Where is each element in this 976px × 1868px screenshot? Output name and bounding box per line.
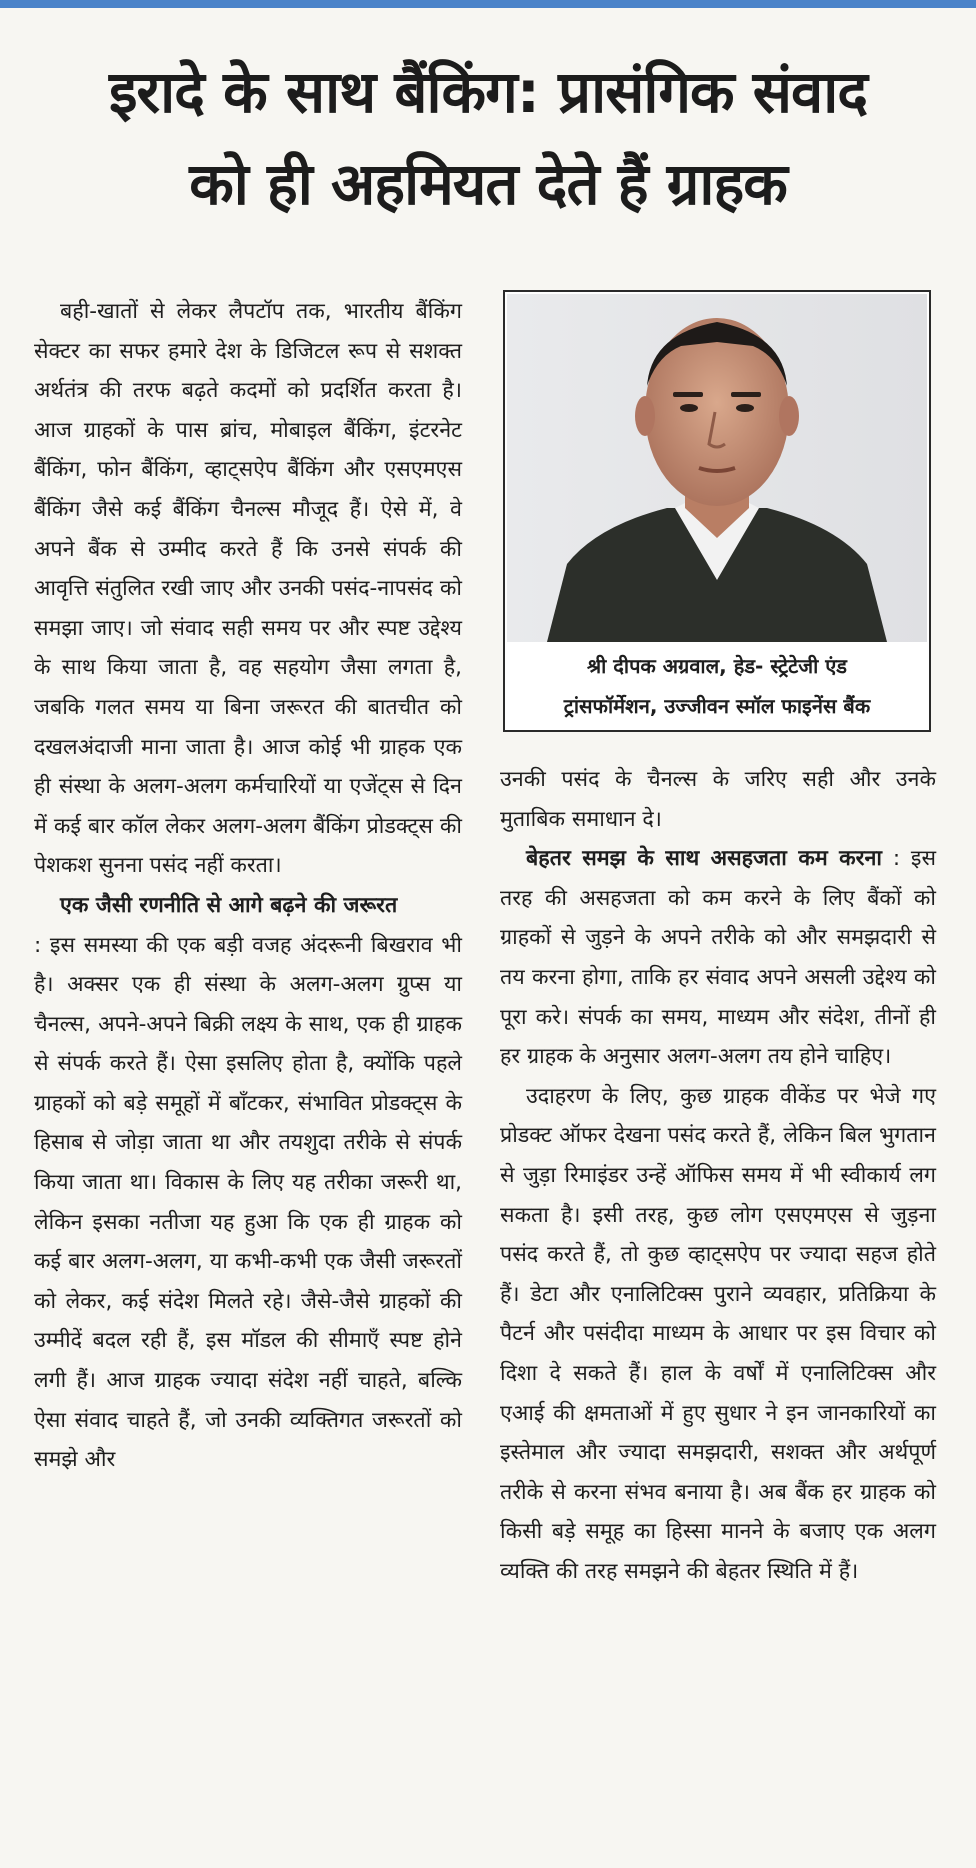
subhead-reduce-discomfort: बेहतर समझ के साथ असहजता कम करना (526, 846, 882, 872)
headline (20, 46, 956, 230)
right-paragraph-1: उनकी पसंद के चैनल्स के जरिए सही और उनके मुताबिक समाधान दे। (500, 767, 936, 832)
right-ear (779, 396, 799, 436)
left-ear (635, 396, 655, 436)
subhead-need-for-uniform-strategy: एक जैसी रणनीति से आगे बढ़ने की जरूरत (60, 892, 398, 918)
left-subhead-paragraph (34, 886, 462, 926)
top-color-bar (0, 0, 976, 8)
portrait-illustration (507, 294, 927, 642)
left-eyebrow (673, 392, 703, 397)
right-paragraph-2 (500, 839, 936, 1077)
right-eyebrow (731, 392, 761, 397)
headline-line-1: इरादे के साथ बैंकिंग: प्रासंगिक संवाद (108, 58, 868, 126)
right-paragraph-3: उदाहरण के लिए, कुछ ग्राहक वीकेंड पर भेजे गए प्रोडक्ट ऑफर देखना पसंद करते हैं, लेकिन बिल भुगतान से जुड़ा रिमाइंडर उन्हें ऑफिस समय में भी स्वीकार्य लग सकता है। इसी तरह, कुछ लोग एसएमएस से जुड़ना पसंद करते हैं, तो कुछ व्हाट्सऐप पर ज्यादा सहज होते हैं। डेटा और एनालिटिक्स पुराने व्यवहार, प्रतिक्रिया के पैटर्न और पसंदीदा माध्यम के आधार पर इस विचार को दिशा दे सकते हैं। हाल के वर्षों में एनालिटिक्स और एआई की क्षमताओं में हुए सुधार ने इन जानकारियों का इस्तेमाल और ज्यादा समझदारी, सशक्त और अर्थपूर्ण तरीके से करना संभव बनाया है। अब बैंक हर ग्राहक को किसी बड़े समूह का हिस्सा मानने के बजाए एक अलग व्यक्ति की तरह समझने की बेहतर स्थिति में हैं। (500, 1083, 936, 1584)
left-paragraph-2: : इस समस्या की एक बड़ी वजह अंदरूनी बिखराव भी है। अक्सर एक ही संस्था के अलग-अलग ग्रुप्स या चैनल्स, अपने-अपने बिक्री लक्ष्य के साथ, एक ही ग्राहक से संपर्क करते हैं। ऐसा इसलिए होता है, क्योंकि पहले ग्राहकों को बड़े समूहों में बाँटकर, संभावित प्रोडक्ट्स के हिसाब से जोड़ा जाता था और तयशुदा तरीके से संपर्क किया जाता था। विकास के लिए यह तरीका जरूरी था, लेकिन इसका नतीजा यह हुआ कि एक ही ग्राहक को कई बार अलग-अलग, या कभी-कभी एक जैसी जरूरतों को लेकर, कई संदेश मिलते रहे। जैसे-जैसे ग्राहकों की उम्मीदें बदल रही हैं, इस मॉडल की सीमाएँ स्पष्ट होने लगी हैं। आज ग्राहक ज्यादा संदेश नहीं चाहते, बल्कि ऐसा संवाद चाहते हैं, जो उनकी व्यक्तिगत जरूरतों को समझे और (34, 932, 462, 1473)
headline-line-2: को ही अहमियत देते हैं ग्राहक (189, 150, 787, 218)
right-eye (736, 404, 754, 412)
right-column (500, 760, 936, 1591)
left-column (34, 292, 462, 1480)
left-eye (680, 404, 698, 412)
caption-line-2: ट्रांसफॉर्मेशन, उज्जीवन स्मॉल फाइनेंस बैंक (563, 694, 871, 718)
caption-line-1: श्री दीपक अग्रवाल, हेड- स्ट्रेटेजी एंड (586, 654, 848, 678)
portrait-photo (507, 294, 927, 642)
portrait-figure (503, 290, 931, 732)
portrait-caption (505, 642, 929, 730)
right-paragraph-2-body: : इस तरह की असहजता को कम करने के लिए बैंकों को ग्राहकों से जुड़ने के अपने तरीके को और समझदारी से तय करना होगा, ताकि हर संवाद अपने असली उद्देश्य को पूरा करे। संपर्क का समय, माध्यम और संदेश, तीनों ही हर ग्राहक के अनुसार अलग-अलग तय होने चाहिए। (500, 846, 936, 1070)
left-paragraph-1: बही-खातों से लेकर लैपटॉप तक, भारतीय बैंकिंग सेक्टर का सफर हमारे देश के डिजिटल रूप से सशक्त अर्थतंत्र की तरफ बढ़ते कदमों को प्रदर्शित करता है। आज ग्राहकों के पास ब्रांच, मोबाइल बैंकिंग, इंटरनेट बैंकिंग, फोन बैंकिंग, व्हाट्सऐप बैंकिंग और एसएमएस बैंकिंग जैसे कई बैंकिंग चैनल्स मौजूद हैं। ऐसे में, वे अपने बैंक से उम्मीद करते हैं कि उनसे संपर्क की आवृत्ति संतुलित रखी जाए और उनकी पसंद-नापसंद को समझा जाए। जो संवाद सही समय पर और स्पष्ट उद्देश्य के साथ किया जाता है, वह सहयोग जैसा लगता है, जबकि गलत समय या बिना जरूरत की बातचीत को दखलअंदाजी माना जाता है। आज कोई भी ग्राहक एक ही संस्था के अलग-अलग कर्मचारियों या एजेंट्स से दिन में कई बार कॉल लेकर अलग-अलग बैंकिंग प्रोडक्ट्स की पेशकश सुनना पसंद नहीं करता। (34, 299, 462, 879)
